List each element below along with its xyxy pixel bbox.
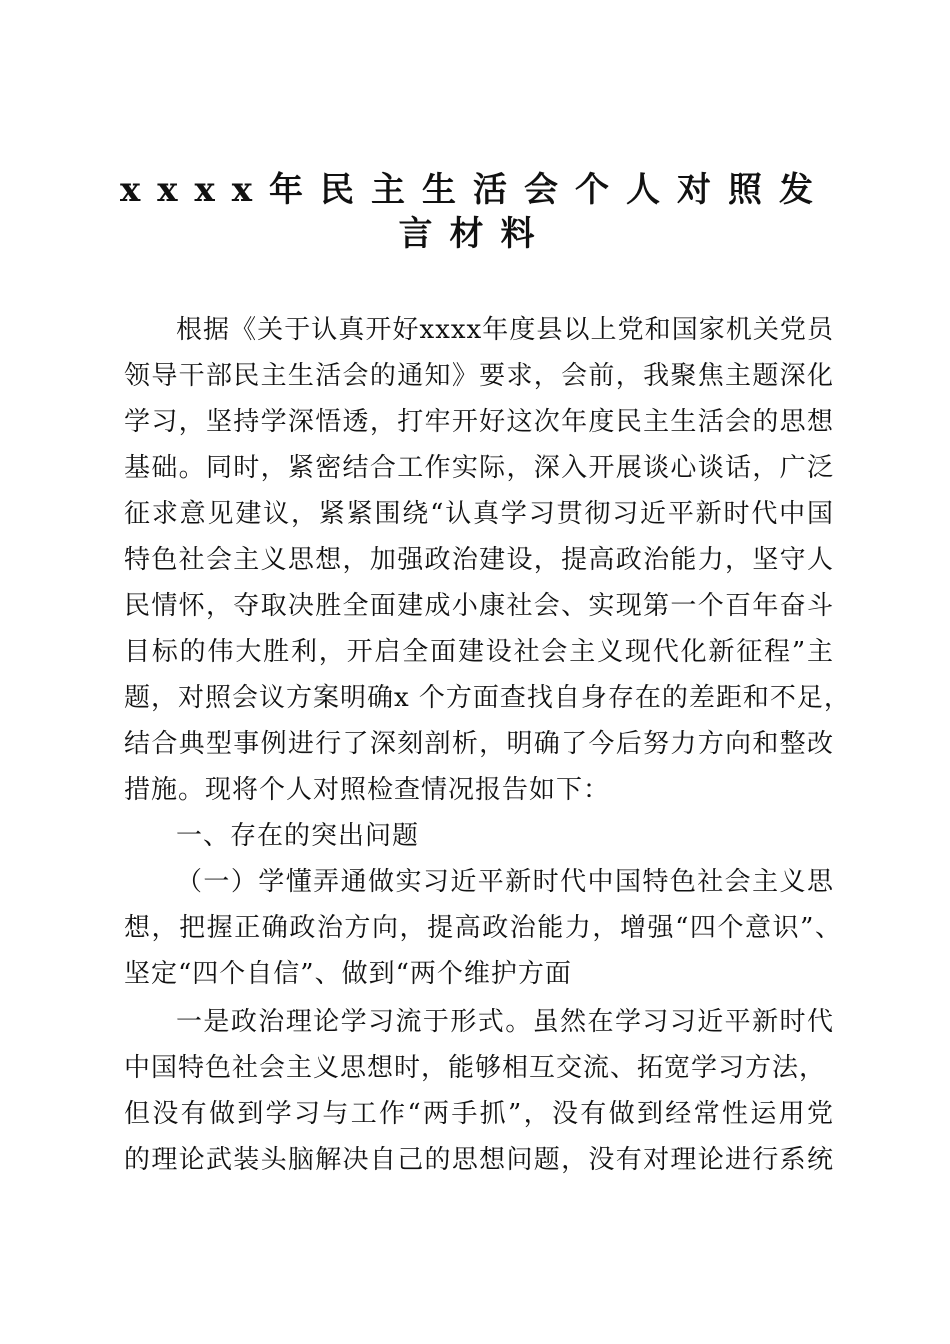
paragraph-1-line: 征求意见建议，紧紧围绕“认真学习贯彻习近平新时代中国 xyxy=(124,499,834,529)
paragraph-2-line: 中国特色社会主义思想时，能够相互交流、拓宽学习方法， xyxy=(124,1053,827,1083)
paragraph-1-line: 结合典型事例进行了深刻剖析，明确了今后努力方向和整改 xyxy=(124,729,834,759)
paragraph-1-line: 学习，坚持学深悟透，打牢开好这次年度民主生活会的思想 xyxy=(124,407,834,437)
paragraph-1-line: 题，对照会议方案明确x 个方面查找自身存在的差距和不足， xyxy=(124,683,851,713)
paragraph-2-line: 的理论武装头脑解决自己的思想问题，没有对理论进行系统 xyxy=(124,1145,834,1175)
subsection-heading-line: 想，把握正确政治方向，提高政治能力，增强“四个意识”、 xyxy=(124,913,842,943)
paragraph-1-line: 领导干部民主生活会的通知》要求，会前，我聚焦主题深化 xyxy=(124,361,834,391)
document-title-line-1: xxxx年民主生活会个人对照发 xyxy=(119,170,831,210)
paragraph-2-line: 一是政治理论学习流于形式。虽然在学习习近平新时代 xyxy=(176,1007,834,1037)
paragraph-1-line: 措施。现将个人对照检查情况报告如下： xyxy=(124,775,611,805)
document-title-line-2: 言材料 xyxy=(398,214,552,254)
paragraph-2-line: 但没有做到学习与工作“两手抓”，没有做到经常性运用党 xyxy=(124,1099,834,1129)
paragraph-1-line: 特色社会主义思想，加强政治建设，提高政治能力，坚守人 xyxy=(124,545,834,575)
section-heading: 一、存在的突出问题 xyxy=(176,821,420,851)
paragraph-1-line: 基础。同时，紧密结合工作实际，深入开展谈心谈话，广泛 xyxy=(124,453,834,483)
paragraph-1-line: 民情怀，夺取决胜全面建成小康社会、实现第一个百年奋斗 xyxy=(124,591,834,621)
paragraph-1-line: 目标的伟大胜利，开启全面建设社会主义现代化新征程”主 xyxy=(124,637,834,667)
subsection-heading-line: （一）学懂弄通做实习近平新时代中国特色社会主义思 xyxy=(176,867,834,897)
paragraph-1-line: 根据《关于认真开好xxxx年度县以上党和国家机关党员 xyxy=(176,315,834,345)
subsection-heading-line: 坚定“四个自信”、做到“两个维护方面 xyxy=(124,959,572,989)
